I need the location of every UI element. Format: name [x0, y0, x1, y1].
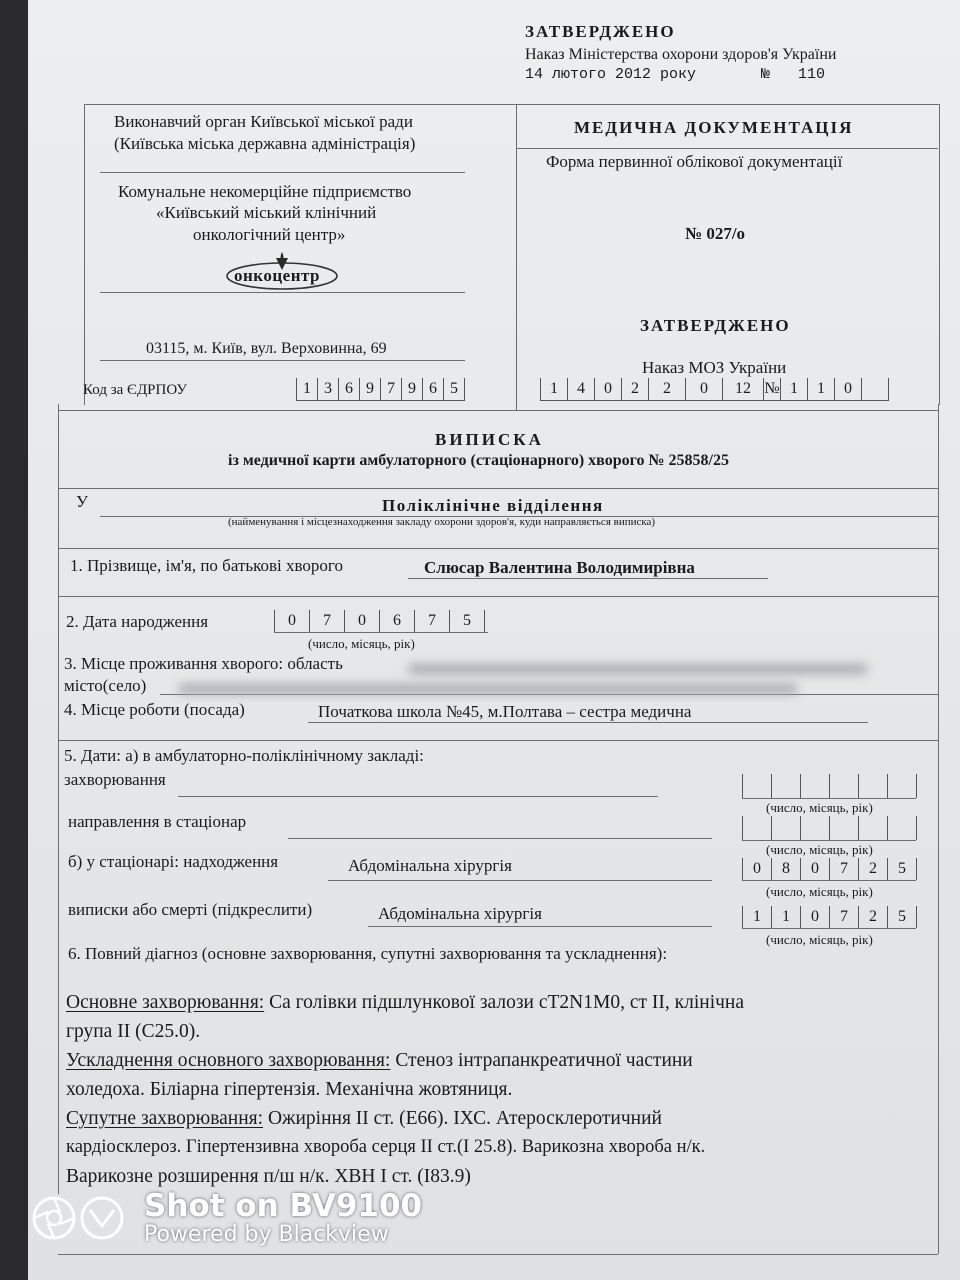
diagnosis-label: 6. Повний діагноз (основне захворювання, супутні захворювання та ускладнення):: [68, 944, 668, 963]
extract-title: ВИПИСКА: [435, 430, 544, 449]
date-digit: 1: [772, 906, 801, 928]
edrpou-code: [296, 378, 465, 401]
approval-number-sign: №: [761, 66, 771, 83]
complications-line2: холедоха. Біліарна гіпертензія. Механічна жовтяниця.: [66, 1079, 513, 1100]
date-cell: [830, 816, 859, 840]
date-cell: [830, 774, 859, 798]
org-name-line2: (Київська міська державна адміністрація): [114, 134, 416, 153]
discharge-date-cells: [742, 906, 917, 928]
watermark-line1: Shot on BV9100: [144, 1188, 423, 1224]
institution-line3: онкологічний центр»: [193, 225, 346, 244]
date-digit: 5: [888, 906, 917, 928]
date-cell: [801, 816, 830, 840]
admission-date-cells: [742, 858, 917, 880]
camera-shutter-icon: [30, 1194, 126, 1242]
date-digit: 5: [888, 858, 917, 880]
form-label: Форма первинної облікової документації: [546, 152, 843, 171]
divider: [408, 578, 768, 579]
date-digit: 1: [743, 906, 772, 928]
discharge-department: Абдомінальна хірургія: [378, 904, 542, 923]
order-digit: 12: [723, 378, 764, 401]
divider: [368, 926, 712, 927]
main-diagnosis-label: Основне захворювання:: [66, 992, 265, 1013]
date-hint: (число, місяць, рік): [766, 932, 873, 947]
date-digit: 2: [859, 906, 888, 928]
approval-order-line: Наказ Міністерства охорони здоров'я України: [525, 46, 837, 63]
date-digit: 0: [275, 610, 310, 632]
divider: [328, 880, 712, 881]
complications-line: [66, 1046, 926, 1075]
divider: [100, 292, 465, 293]
date-cell: [743, 774, 772, 798]
date-digit: 0: [801, 858, 830, 880]
order-digit: 0: [686, 378, 723, 401]
order-digit: 0: [595, 378, 622, 401]
birth-date-label: 2. Дата народження: [66, 612, 209, 631]
main-diagnosis-line: [66, 988, 926, 1017]
workplace-label: 4. Місце роботи (посада): [64, 700, 245, 719]
disease-date-cells: [742, 774, 917, 798]
divider: [274, 632, 488, 633]
order-digit: [862, 378, 889, 401]
workplace-value: Початкова школа №45, м.Полтава – сестра медична: [318, 702, 692, 721]
date-hint: (число, місяць, рік): [308, 636, 415, 651]
concomitant-line3: Варикозне розширення п/ш н/к. ХВН І ст. (І83.9): [66, 1166, 471, 1187]
edrpou-digit: 1: [297, 378, 318, 401]
divider: [58, 1254, 938, 1255]
admission-label: б) у стаціонарі: надходження: [68, 852, 279, 871]
oncocenter-logo: [224, 252, 342, 292]
edrpou-label: Код за ЄДРПОУ: [83, 382, 187, 398]
divider: [58, 410, 938, 411]
diagnosis-text: [66, 988, 926, 1191]
date-cell: [859, 816, 888, 840]
approval-title: ЗАТВЕРДЖЕНО: [525, 22, 676, 41]
order-digit: №: [764, 378, 781, 401]
divider: [58, 596, 938, 597]
date-digit: 7: [830, 858, 859, 880]
divider: [160, 694, 938, 695]
date-cell: [888, 774, 917, 798]
recipient-label: У: [76, 492, 89, 511]
main-diagnosis-line2: група ІІ (С25.0).: [66, 1021, 201, 1042]
extract-subtitle: із медичної карти амбулаторного (стаціонарного) хворого № 25858/25: [228, 452, 729, 469]
order-digit: 1: [541, 378, 568, 401]
concomitant-label: Супутне захворювання:: [66, 1108, 264, 1129]
date-digit: 2: [859, 858, 888, 880]
edrpou-digit: 6: [423, 378, 444, 401]
redacted-region: [408, 664, 868, 674]
approved-label: ЗАТВЕРДЖЕНО: [640, 316, 791, 335]
divider: [100, 172, 465, 173]
date-digit: 0: [801, 906, 830, 928]
date-cell: [888, 816, 917, 840]
date-digit: 5: [450, 610, 485, 632]
order-digit: 2: [649, 378, 686, 401]
divider: [178, 796, 658, 797]
patient-name-label: 1. Прізвище, ім'я, по батькові хворого: [70, 556, 343, 575]
dates-label: 5. Дати: а) в амбулаторно-поліклінічному закладі:: [64, 746, 424, 765]
date-cell: [801, 774, 830, 798]
admission-department: Абдомінальна хірургія: [348, 856, 512, 875]
institution-address: 03115, м. Київ, вул. Верховинна, 69: [146, 340, 387, 357]
discharge-label: виписки або смерті (підкреслити): [68, 900, 313, 919]
residence-label: 3. Місце проживання хворого: область: [64, 654, 343, 673]
form-number: № 027/о: [685, 224, 746, 243]
date-digit: 8: [772, 858, 801, 880]
date-hint: (число, місяць, рік): [766, 800, 873, 815]
date-cell: [772, 816, 801, 840]
divider: [58, 488, 938, 489]
date-hint: (число, місяць, рік): [766, 842, 873, 857]
edrpou-digit: 9: [402, 378, 423, 401]
disease-date-label: захворювання: [64, 770, 166, 789]
org-name-line1: Виконавчий орган Київської міської ради: [114, 112, 413, 131]
approval-date: 14 лютого 2012 року: [525, 66, 697, 83]
date-cell: [743, 816, 772, 840]
order-code: [540, 378, 889, 401]
redacted-city: [178, 684, 798, 694]
edrpou-digit: 6: [339, 378, 360, 401]
order-digit: 0: [835, 378, 862, 401]
date-cell: [859, 774, 888, 798]
divider: [742, 840, 916, 841]
order-digit: 1: [808, 378, 835, 401]
concomitant-line2: кардіосклероз. Гіпертензивна хвороба серця ІІ ст.(І 25.8). Варикозна хвороба н/к.: [66, 1137, 706, 1157]
header-divider: [516, 104, 517, 410]
divider: [742, 928, 916, 929]
order-digit: 4: [568, 378, 595, 401]
date-cell: [772, 774, 801, 798]
edrpou-digit: 9: [360, 378, 381, 401]
date-digit: 0: [743, 858, 772, 880]
complications-text: Стеноз інтрапанкреатичної частини: [395, 1050, 693, 1071]
edrpou-digit: 7: [381, 378, 402, 401]
birth-date-cells: [274, 610, 485, 632]
referral-date-cells: [742, 816, 917, 840]
residence-city-label: місто(село): [64, 676, 147, 695]
recipient-hint: (найменування і місцезнаходження закладу охорони здоров'я, куди направляється виписка): [228, 516, 656, 528]
institution-line1: Комунальне некомерційне підприємство: [118, 182, 412, 201]
referral-date-label: направлення в стаціонар: [68, 812, 247, 831]
date-digit: 6: [380, 610, 415, 632]
concomitant-line: [66, 1104, 926, 1133]
date-digit: 7: [310, 610, 345, 632]
edrpou-digit: 3: [318, 378, 339, 401]
moz-order-label: Наказ МОЗ України: [642, 358, 787, 377]
medical-docs-title: МЕДИЧНА ДОКУМЕНТАЦІЯ: [574, 118, 854, 137]
date-digit: 7: [415, 610, 450, 632]
order-digit: 2: [622, 378, 649, 401]
frame-right: [938, 404, 939, 1254]
approval-number: 110: [798, 66, 826, 83]
concomitant-text: Ожиріння ІІ ст. (Е66). ІХС. Атеросклеротичний: [267, 1108, 662, 1129]
divider: [742, 880, 916, 881]
institution-line2: «Київський міський клінічний: [156, 203, 377, 222]
recipient-value: Поліклінічне відділення: [382, 496, 604, 515]
watermark-line2: Powered by Blackview: [144, 1222, 389, 1247]
frame-left: [58, 404, 59, 1194]
order-digit: 1: [781, 378, 808, 401]
complications-label: Ускладнення основного захворювання:: [66, 1050, 391, 1071]
divider: [58, 740, 938, 741]
document-page: [28, 0, 960, 1280]
divider: [100, 360, 465, 361]
date-hint: (число, місяць, рік): [766, 884, 873, 899]
divider: [516, 148, 938, 149]
main-diagnosis-text: Са голівки підшлункової залози сТ2N1M0, ст ІІ, клінічна: [269, 992, 745, 1013]
edrpou-digit: 5: [444, 378, 465, 401]
divider: [288, 838, 712, 839]
date-digit: 0: [345, 610, 380, 632]
divider: [58, 548, 938, 549]
logo-text: онкоцентр: [234, 266, 321, 285]
divider: [308, 722, 868, 723]
patient-name-value: Слюсар Валентина Володимирівна: [424, 558, 695, 577]
divider: [742, 798, 916, 799]
date-digit: 7: [830, 906, 859, 928]
